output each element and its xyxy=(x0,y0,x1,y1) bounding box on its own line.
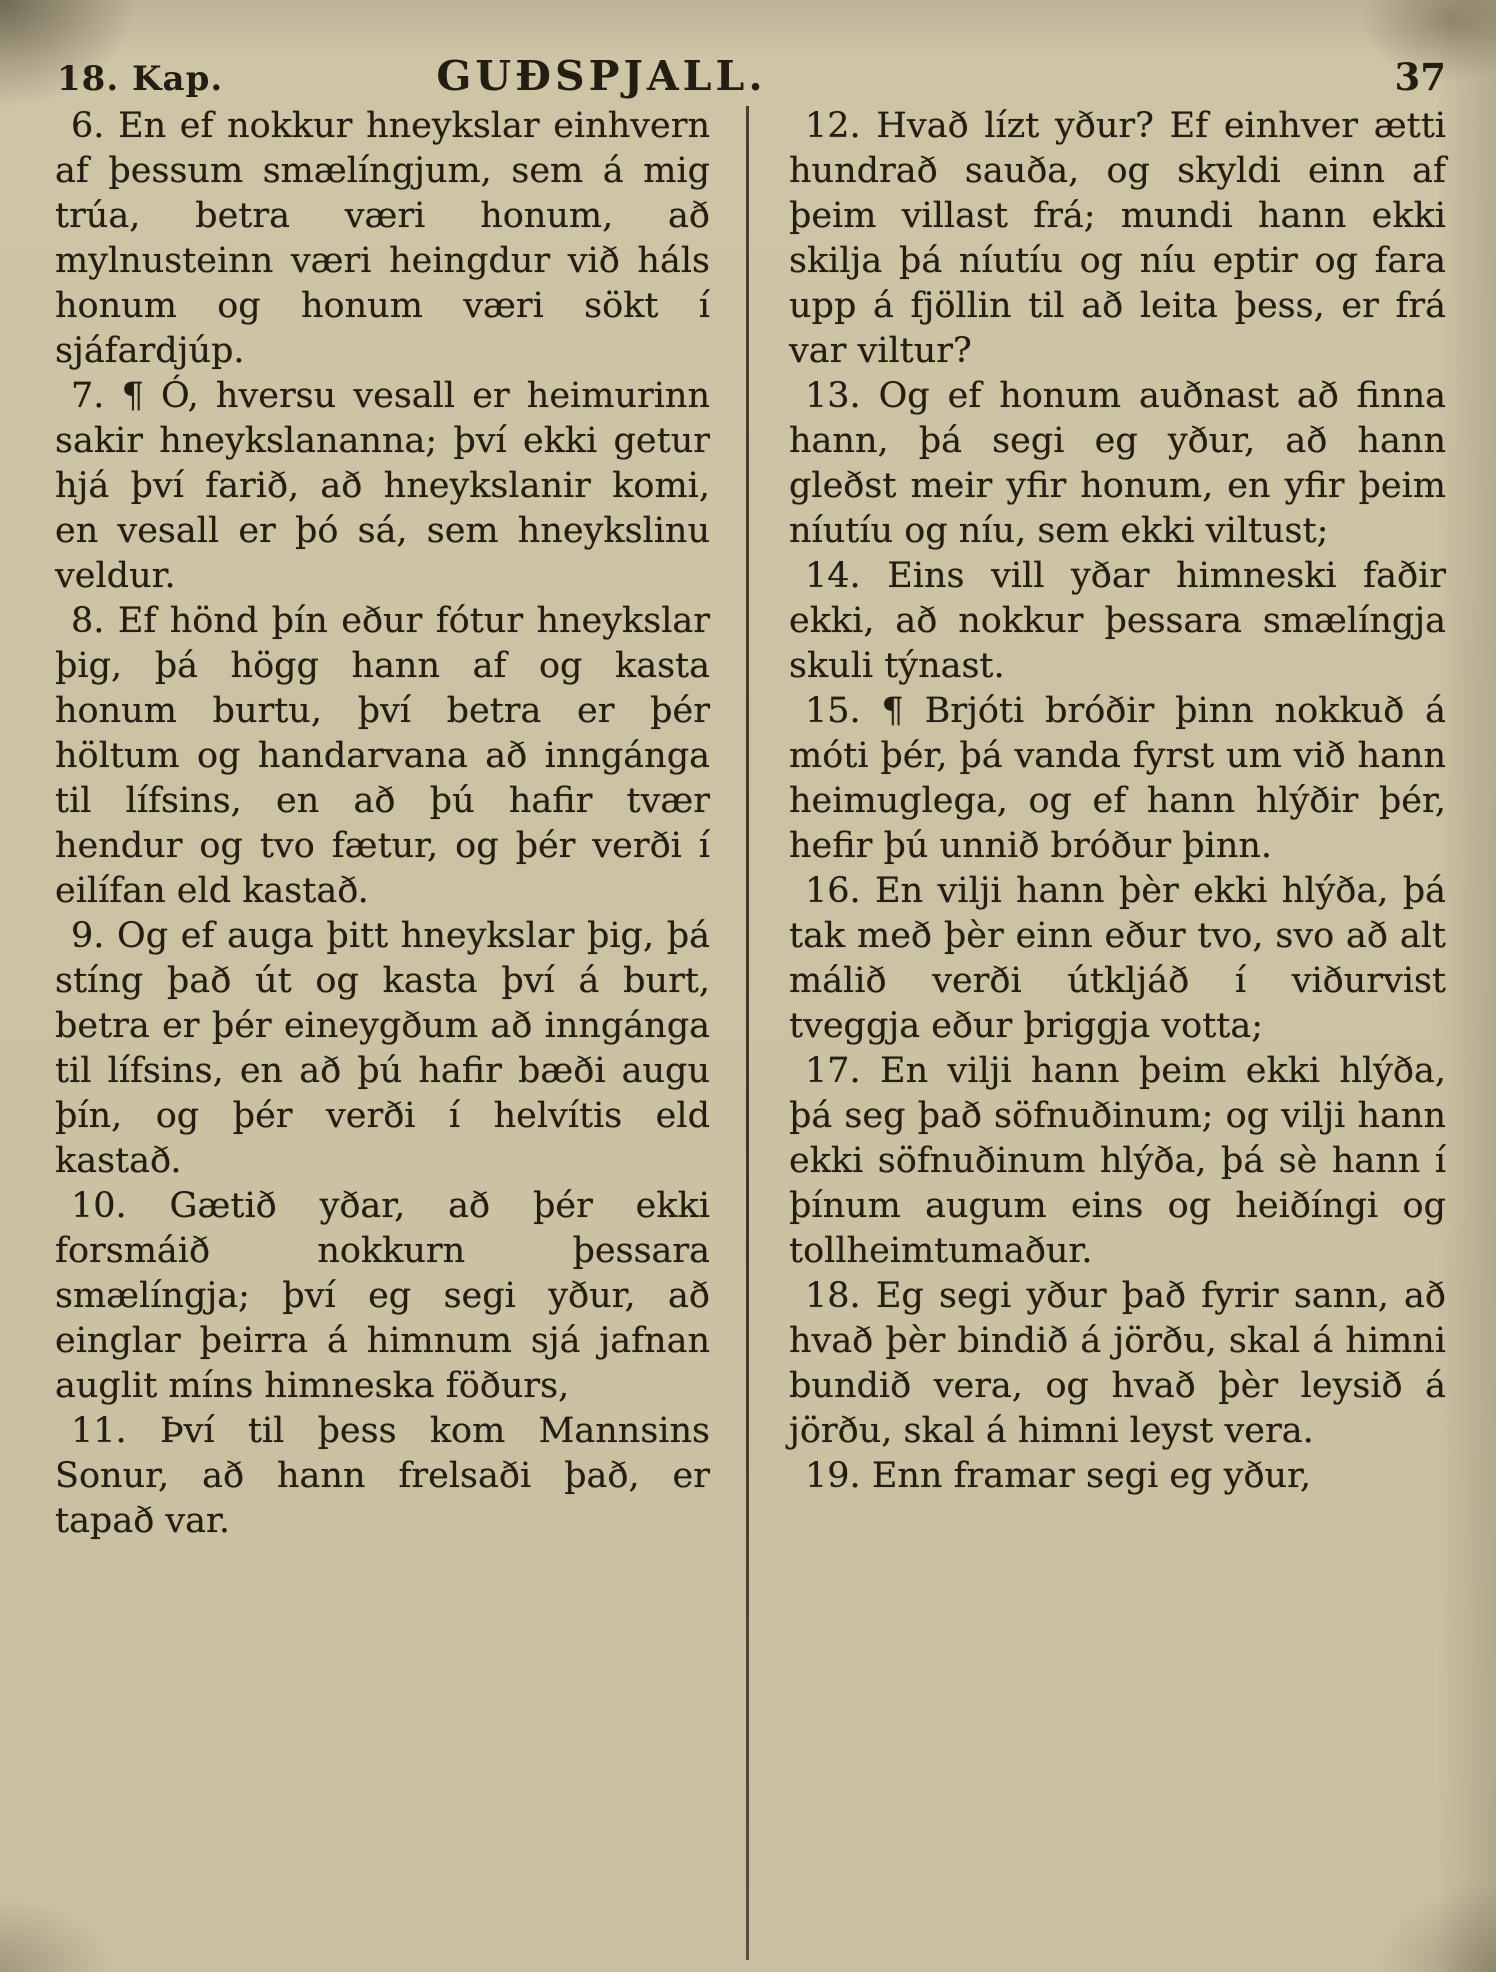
verse-13 xyxy=(789,374,1446,554)
column-divider xyxy=(746,106,749,1960)
verse-12 xyxy=(789,104,1446,374)
verse-text: Eg segi yður það fyrir sann, að hvað þèr bindið á jörðu, skal á himni bundið vera, og hvað þèr leysið á jörðu, skal á himni leyst vera. xyxy=(789,1276,1446,1451)
verse-number: 6. xyxy=(71,106,105,146)
chapter-label: 18. Kap. xyxy=(57,59,224,99)
verse-text: Ef hönd þín eður fótur hneykslar þig, þá högg hann af og kasta honum burtu, því betra er þér höltum og handarvana að inngánga til lífsins, en að þú hafir tvær hendur og tvo fætur, og þér verði í eilífan eld kastað. xyxy=(55,601,710,911)
left-column xyxy=(55,104,710,1960)
verse-number: 18. xyxy=(805,1276,861,1316)
verse-text: En ef nokkur hneykslar einhvern af þessum smælíngjum, sem á mig trúa, betra væri honum, að mylnusteinn væri heingdur við háls honum og honum væri sökt í sjáfardjúp. xyxy=(55,106,710,371)
verse-number: 11. xyxy=(71,1411,127,1451)
verse-10 xyxy=(55,1184,710,1409)
right-column xyxy=(789,104,1446,1960)
page-title: GUÐSPJALL. xyxy=(436,52,767,100)
verse-number: 8. xyxy=(71,601,105,641)
verse-text: Gætið yðar, að þér ekki forsmáið nokkurn þessara smælíngja; því eg segi yður, að einglar þeirra á himnum sjá jafnan auglit míns himneska föðurs, xyxy=(55,1186,710,1406)
verse-number: 15. xyxy=(805,691,861,731)
verse-text: En vilji hann þèr ekki hlýða, þá tak með þèr einn eður tvo, svo að alt málið verði útkljáð í viðurvist tveggja eður þriggja votta; xyxy=(789,871,1446,1046)
verse-text: Og ef honum auðnast að finna hann, þá segi eg yður, að hann gleðst meir yfir honum, en yfir þeim níutíu og níu, sem ekki viltust; xyxy=(789,376,1446,551)
verse-17 xyxy=(789,1049,1446,1274)
verse-text: Og ef auga þitt hneykslar þig, þá stíng það út og kasta því á burt, betra er þér eineygðum að inngánga til lífsins, en að þú hafir bæði augu þín, og þér verði í helvítis eld kastað. xyxy=(55,916,710,1181)
text-columns xyxy=(55,104,1446,1960)
verse-number: 13. xyxy=(805,376,861,416)
verse-text: ¶ Ó, hversu vesall er heimurinn sakir hneykslananna; því ekki getur hjá því farið, að hneykslanir komi, en vesall er þó sá, sem hneykslinu veldur. xyxy=(55,376,710,596)
verse-11 xyxy=(55,1409,710,1544)
verse-number: 14. xyxy=(805,556,861,596)
verse-number: 16. xyxy=(805,871,861,911)
verse-9 xyxy=(55,914,710,1184)
verse-number: 17. xyxy=(805,1051,861,1091)
verse-text: Því til þess kom Mannsins Sonur, að hann frelsaði það, er tapað var. xyxy=(55,1411,710,1541)
verse-19 xyxy=(789,1454,1446,1499)
verse-7 xyxy=(55,374,710,599)
verse-8 xyxy=(55,599,710,914)
verse-text: Hvað lízt yður? Ef einhver ætti hundrað sauða, og skyldi einn af þeim villast frá; mundi hann ekki skilja þá níutíu og níu eptir og fara upp á fjöllin til að leita þess, er frá var viltur? xyxy=(789,106,1446,371)
verse-text: Enn framar segi eg yður, xyxy=(871,1456,1312,1496)
page-header xyxy=(57,52,1446,100)
page-number: 37 xyxy=(1394,55,1446,99)
verse-number: 12. xyxy=(805,106,861,146)
verse-number: 9. xyxy=(71,916,105,956)
verse-number: 19. xyxy=(805,1456,861,1496)
verse-text: ¶ Brjóti bróðir þinn nokkuð á móti þér, þá vanda fyrst um við hann heimuglega, og ef hann hlýðir þér, hefir þú unnið bróður þinn. xyxy=(789,691,1446,866)
verse-number: 7. xyxy=(71,376,105,416)
verse-text: Eins vill yðar himneski faðir ekki, að nokkur þessara smælíngja skuli týnast. xyxy=(789,556,1446,686)
verse-18 xyxy=(789,1274,1446,1454)
verse-6 xyxy=(55,104,710,374)
verse-15 xyxy=(789,689,1446,869)
verse-16 xyxy=(789,869,1446,1049)
verse-14 xyxy=(789,554,1446,689)
verse-text: En vilji hann þeim ekki hlýða, þá seg það söfnuðinum; og vilji hann ekki söfnuðinum hlýða, þá sè hann í þínum augum eins og heiðíngi og tollheimtumaður. xyxy=(789,1051,1446,1271)
verse-number: 10. xyxy=(71,1186,127,1226)
